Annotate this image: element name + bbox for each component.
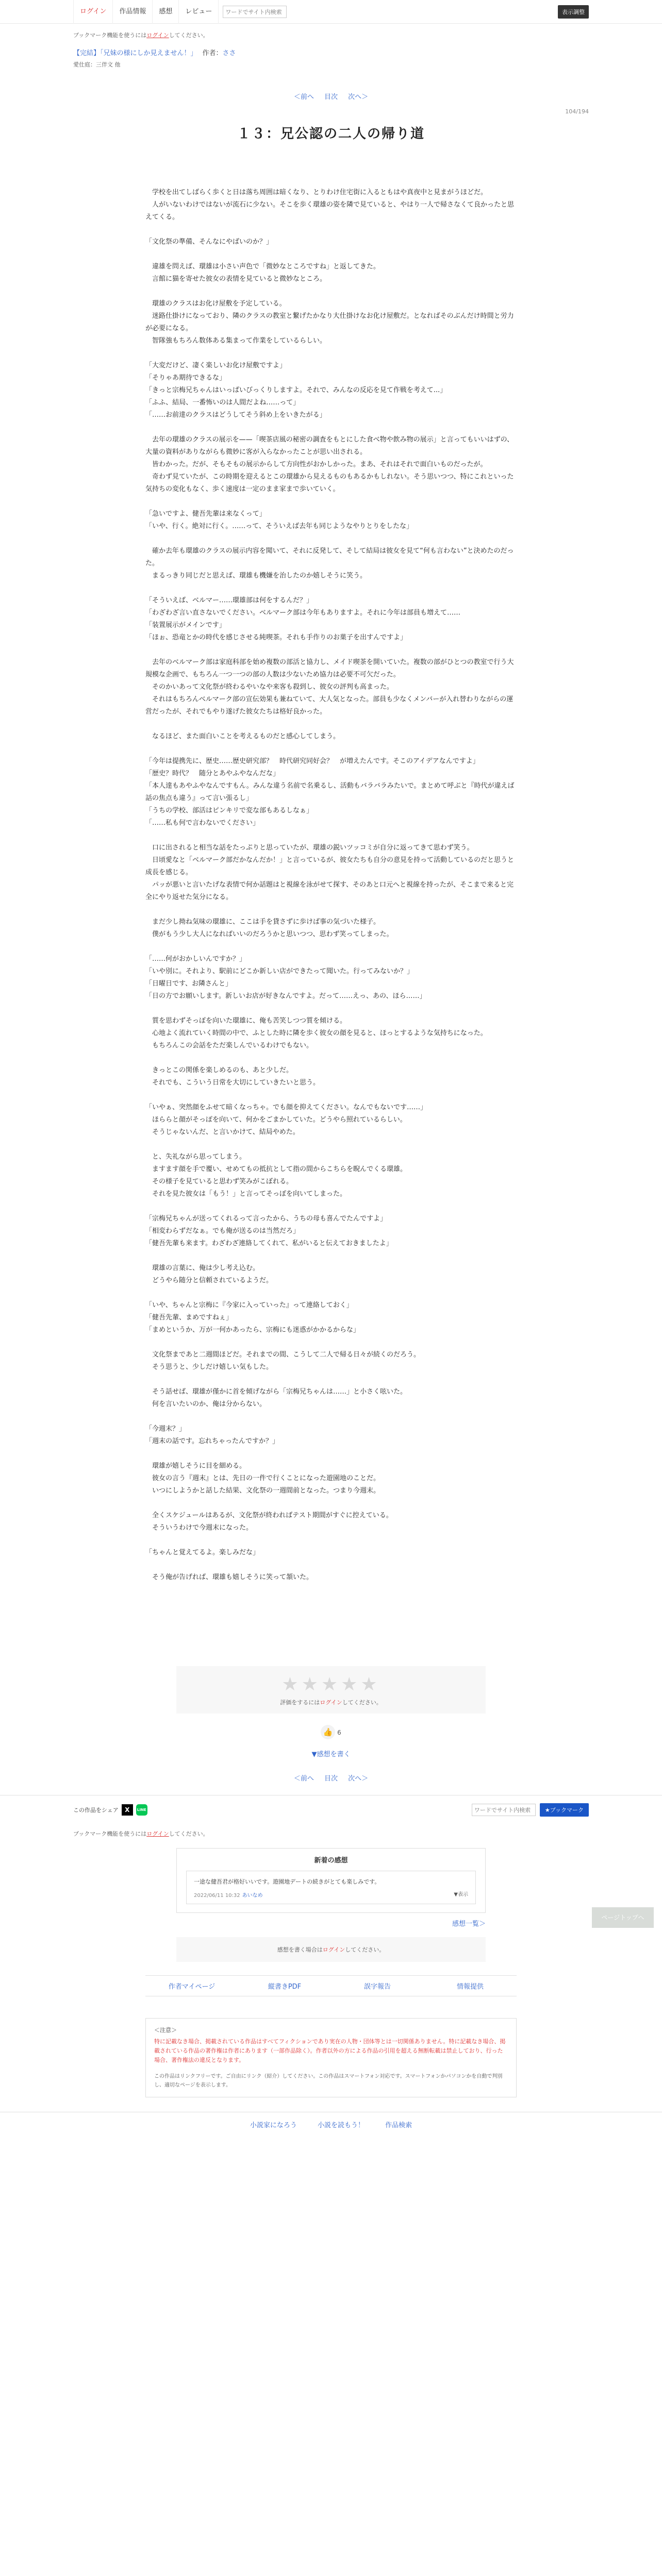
body-paragraph: 「日の方でお願いします。新しいお店が好きなんですよ。だって……えっ、あの、ほら……」: [145, 992, 426, 1000]
body-paragraph: いつにしようかと話した結果、文化祭の一週間前となった。つまり今週末。: [145, 1487, 380, 1495]
next-chapter-link-bottom[interactable]: 次へ＞: [348, 1775, 369, 1783]
impression-author-link[interactable]: あいなめ: [242, 1893, 263, 1899]
body-paragraph: [145, 1411, 517, 1423]
body-paragraph: 違雄を問えば、環雄は小さい声色で「微妙なところですね」と返してきた。: [145, 263, 380, 270]
rating-login-link[interactable]: ログイン: [320, 1699, 342, 1706]
body-paragraph: 「本人達もあやふやなんですもん。みんな違う名前で名乗るし、活動もバラバラみたいで。まとめて呼ぶと『時代が違えば話の焦点も違う』って言い張るし」: [145, 782, 515, 802]
body-paragraph: [145, 582, 517, 595]
body-paragraph: [145, 1287, 517, 1299]
impressions-list-link[interactable]: 感想一覧＞: [452, 1920, 486, 1928]
impression-meta: 2022/06/11 10:32 あいなめ: [194, 1893, 263, 1899]
body-paragraph: 皆わかった。だが、そもそもの展示からして方向性がおかしかった。まあ、それはそれで面白いものだったが。: [145, 461, 487, 468]
author-link[interactable]: ささ: [222, 49, 236, 57]
body-paragraph: 智隊強もちろん数体ある集まって作業をしているらしい。: [145, 337, 327, 345]
body-paragraph: 質を思わずそっぽを向いた環雄に、俺も苦笑しつつ質を傾ける。: [145, 1017, 347, 1025]
new-impressions: [176, 1848, 486, 1913]
body-paragraph: [145, 421, 517, 434]
global-header: [0, 0, 662, 24]
footer-yomou-link[interactable]: 小説を読もう！: [317, 2122, 365, 2129]
body-paragraph: 「宗梅兄ちゃんが送ってくれるって言ったから、うちの母も喜んでたんですよ」: [145, 1215, 387, 1223]
bookmark-note-bottom: ブックマーク機能を使うにはログインしてください。: [73, 1831, 209, 1837]
body-paragraph: [145, 1336, 517, 1349]
body-paragraph: 環雄の言葉に、俺は少し考え込む。: [145, 1264, 260, 1272]
body-paragraph: 「そりゃあ期待できるな」: [145, 374, 226, 382]
vertical-pdf-link[interactable]: 縦書きPDF: [268, 1983, 302, 1991]
body-paragraph: [145, 496, 517, 508]
display-settings-button[interactable]: 表示調整: [558, 5, 589, 19]
body-paragraph: そのかいあって文化祭が終わるやいなや来客も殺到し、彼女の評判も高まった。: [145, 683, 393, 691]
body-paragraph: 全くスケジュールはあるが、文化祭が終わればテスト期間がすぐに控えている。: [145, 1512, 393, 1519]
toc-link[interactable]: 目次: [324, 93, 338, 101]
body-paragraph: [145, 533, 517, 545]
site-search-input-bottom[interactable]: [472, 1804, 536, 1816]
new-impressions-heading: 新着の感想: [314, 1857, 348, 1865]
body-paragraph: [145, 347, 517, 360]
impressions-link[interactable]: 感想: [153, 0, 179, 24]
body-paragraph: 「いや、ちゃんと宗梅に『今家に入っていった』って連絡しておく」: [145, 1301, 353, 1309]
body-paragraph: 「週末の話です。忘れちゃったんですか？」: [145, 1437, 279, 1445]
body-paragraph: 「ふふ、結局、一番怖いのは人間だよね……って」: [145, 399, 300, 406]
body-paragraph: [145, 904, 517, 916]
bookmark-button[interactable]: ★ブックマーク: [540, 1803, 589, 1817]
body-paragraph: きっとこの関係を楽しめるのも、あと少しだ。: [145, 1066, 293, 1074]
body-paragraph: 「いやぁ、突然顔をふせて暗くなっちゃ。でも顔を抑えてください。なんでもないです……」: [145, 1104, 427, 1111]
review-link[interactable]: レビュー: [179, 0, 219, 24]
body-paragraph: 「健吾先輩も来ます。わざわざ連絡してくれて、私がいると伝えておきましたよ」: [145, 1240, 393, 1247]
info-report-link[interactable]: 情報提供: [456, 1983, 484, 1991]
body-paragraph: パッが悪いと言いたげな表情で何か話題はと視線を泳がせて探す、そのあと口元へと視線を持ったが、そこまで来ると完全にやり返せた気分になる。: [145, 881, 514, 901]
write-review-link[interactable]: ▼感想を書く: [311, 1751, 351, 1758]
body-paragraph: その様子を見ていると思わず笑みがこぼれる。: [145, 1178, 293, 1185]
body-paragraph: [145, 743, 517, 755]
body-paragraph: 「大変だけど、凄く楽しいお化け屋敷ですよ」: [145, 362, 287, 369]
body-paragraph: それを見た彼女は「もう！」と言ってそっぽを向いてしまった。: [145, 1190, 347, 1198]
review-login-link[interactable]: ログイン: [322, 1946, 345, 1953]
body-paragraph: [145, 1139, 517, 1151]
body-paragraph: [145, 1448, 517, 1460]
body-paragraph: 心地よく流れていく時間の中で、ふとした時に隣を歩く彼女の顔を見ると、ほっとするような気持ちになった。: [145, 1029, 487, 1037]
share-label: この作品をシェア: [73, 1807, 119, 1814]
impression-expand-button[interactable]: ▼表示: [454, 1892, 468, 1897]
body-paragraph: 「うちの学校、部活はピンキリで変な部もあるしなぁ」: [145, 807, 313, 815]
body-paragraph: [145, 1052, 517, 1064]
body-paragraph: [145, 248, 517, 261]
body-paragraph: と、失礼ながら思ってしまう。: [145, 1153, 246, 1161]
body-paragraph: 去年の環雄のクラスの展示を——「喫茶店風の秘密の調査をもとにした食べ物や飲み物の展示」と言ってもいいはずの、大量の資料がありながらも微妙に客が入らなかったことが思い出される。: [145, 436, 514, 456]
body-paragraph: 言館に猫を寄せた彼女の表情を見ていると微妙なところ。: [145, 275, 327, 283]
body-paragraph: それはもちろんベルマーク部の宣伝効果も兼ねていて、大人気となった。部員も少なくメンバーが入れ替わりながらの運営だったが、それでもやり遂げた彼女たちは格好良かった。: [145, 696, 514, 716]
body-paragraph: [145, 1497, 517, 1510]
body-paragraph: 「日曜日です、お隣さんと」: [145, 980, 232, 988]
reaction-count: 6: [337, 1729, 341, 1736]
next-chapter-link[interactable]: 次へ＞: [348, 93, 369, 101]
body-paragraph: それでも、こういう日常を大切にしていきたいと思う。: [145, 1079, 320, 1087]
body-paragraph: [145, 1559, 517, 1571]
prev-chapter-link[interactable]: ＜前へ: [293, 93, 314, 101]
body-paragraph: [145, 1200, 517, 1213]
body-paragraph: ほららと顔がそっぽを向いて、何かをごまかしていた。どうやら照れているらしい。: [145, 1116, 407, 1124]
body-paragraph: そう思うと、少しだけ嬉しい気もした。: [145, 1363, 273, 1371]
impression-body: 一途な健吾君が格好いいです。遊園地デートの続きがとても楽しみです。: [194, 1878, 380, 1885]
impression-card: [186, 1871, 476, 1904]
body-paragraph: そうじゃないんだ、と言いかけて、結局やめた。: [145, 1128, 300, 1136]
body-paragraph: 「急いですよ、健吾先輩は来なくって」: [145, 510, 266, 518]
body-paragraph: 「きっと宗梅兄ちゃんはいっぱいびっくりしますよ。それで、みんなの反応を見て作戦を考えて...」: [145, 386, 447, 394]
body-paragraph: 「ちゃんと覚えてるよ。楽しみだな」: [145, 1549, 260, 1556]
body-paragraph: まだ少し拗ね気味の環雄に、ここは手を貸さずに歩けば事の気づいた様子。: [145, 918, 380, 926]
novel-title-link[interactable]: 【完結】「兄妹の様にしか見えません！」: [73, 49, 197, 57]
body-paragraph: 僕がもう少し大人になればいいのだろうかと思いつつ、思わず笑ってしまった。: [145, 930, 393, 938]
body-paragraph: 「相変わらずだなぁ。でも俺が送るのは当然だろ」: [145, 1227, 300, 1235]
novel-series: 愛仕庭：三伴文 他: [73, 61, 121, 68]
body-paragraph: [145, 644, 517, 656]
footer-narou-link[interactable]: 小説家になろう: [250, 2122, 297, 2129]
body-paragraph: 確か去年も環雄のクラスの展示内容を聞いて、それに反発して、そして結局は彼女を見て“何も言わない”と決めたのだった。: [145, 547, 514, 567]
body-paragraph: [145, 1374, 517, 1386]
body-paragraph: [145, 718, 517, 731]
body-paragraph: 口に出されると相当な話をたっぷりと思っていたが、環雄の鋭いツッコミが自分に返ってきて思わず笑う。: [145, 844, 474, 852]
rating-note: 評価をするにはログインしてください。: [280, 1699, 382, 1706]
body-paragraph: ますます顔を手で覆い、せめてもの抵抗として指の間からこちらを睨んでくる環雄。: [145, 1165, 407, 1173]
chapter-body: [145, 187, 517, 1584]
notice-linkfree: この作品はリンクフリーです。ご自由にリンク（紹介）してください。この作品はスマートフォン対応です。スマートフォンかパソコンかを自動で判別し、適切なページを表示します。: [154, 2074, 503, 2088]
body-paragraph: 日頃愛なと「ベルマーク部だかなんだか！」と言っているが、彼女たちも自分の意見を持って活動しているのだと思うと成長を感じる。: [145, 856, 515, 876]
body-paragraph: 環雄が嬉しそうに目を細める。: [145, 1462, 246, 1470]
body-paragraph: 「いや別に。それより、駅前にどこか新しい店ができたって聞いた。行ってみないか？」: [145, 968, 414, 975]
author-label: 作者：: [202, 49, 223, 57]
body-paragraph: そう話せば、環雄が僅かに首を傾げながら「宗梅兄ちゃんは……」と小さく呟いた。: [145, 1388, 407, 1396]
body-paragraph: [145, 1003, 517, 1015]
body-paragraph: どうやら随分と信頼されているようだ。: [145, 1277, 273, 1284]
prev-chapter-link-bottom[interactable]: ＜前へ: [293, 1775, 314, 1783]
body-paragraph: 「わざわざ言い直さないでください。ベルマーク部は今年もありますよ。それに今年は部員も増えて……: [145, 609, 461, 617]
site-search-input[interactable]: [223, 6, 287, 18]
body-paragraph: 人がいないわけではないが流石に少ない。そこを歩く環雄の姿を隣で見ていると、やはり一人で帰さなくて良かったと思えてくる。: [145, 201, 515, 221]
footer-search-link[interactable]: 作品検索: [385, 2122, 412, 2129]
share-bar: [0, 1795, 662, 1824]
x-share-icon[interactable]: X: [122, 1804, 133, 1816]
body-paragraph: 「ほぉ、恐竜とかの時代を感じさせる純喫茶。それも手作りのお菓子を出すんですよ」: [145, 634, 407, 641]
body-paragraph: 「健吾先輩、まめですねぇ」: [145, 1314, 233, 1321]
body-paragraph: 「……何がおかしいんですか？」: [145, 955, 246, 963]
body-paragraph: もちろんこの会話をただ楽しんでいるわけでもない。: [145, 1042, 313, 1049]
site-footer: [0, 2112, 662, 2137]
body-paragraph: 学校を出てしばらく歩くと日は落ち周囲は暗くなり、とりわけ住宅街に入るともはや真夜中と見まがうほどだ。: [145, 189, 488, 196]
body-paragraph: 何を言いたいのか、俺は分からない。: [145, 1400, 267, 1408]
body-paragraph: 環雄のクラスはお化け屋敷を予定している。: [145, 300, 286, 308]
rating-box: [176, 1666, 486, 1714]
body-paragraph: 「今年は提携先に、歴史……歴史研究部？ 時代研究同好会？ が増えたんです。そこのアイデアなんですよ」: [145, 757, 479, 765]
thumbs-up-icon[interactable]: 👍: [321, 1725, 335, 1739]
body-paragraph: 「そういえば、ベルマー……環雄部は何をするんだ？」: [145, 597, 313, 604]
review-login-box: 感想を書く場合はログインしてください。: [176, 1937, 486, 1962]
body-paragraph: 「装置展示がメインです」: [145, 621, 226, 629]
notice-box: [145, 2018, 517, 2097]
body-paragraph: 「文化祭の準備、そんなにやばいのか？」: [145, 238, 273, 246]
body-paragraph: 「歴史？時代？ 随分とあやふやなんだな」: [145, 770, 280, 777]
novel-header: [73, 47, 589, 69]
body-paragraph: [145, 1534, 517, 1547]
login-link[interactable]: ログイン: [73, 0, 113, 24]
author-links: [145, 1975, 517, 1996]
body-paragraph: 「まめというか、万が一何かあったら、宗梅にも迷惑がかかるからな」: [145, 1326, 360, 1334]
body-paragraph: 文化祭まであと二週間ほどだ。それまでの間、こうして二人で帰る日々が続くのだろう。: [145, 1351, 421, 1359]
bookmark-note: ブックマーク機能を使うにはログインしてください。: [73, 32, 209, 39]
body-paragraph: [145, 941, 517, 953]
body-paragraph: なるほど、また面白いことを考えるものだと感心してしまう。: [145, 733, 340, 740]
body-paragraph: 「今週末？」: [145, 1425, 186, 1433]
bookmark-login-link-bottom[interactable]: ログイン: [146, 1831, 169, 1837]
bookmark-login-link[interactable]: ログイン: [146, 32, 169, 39]
body-paragraph: 奇わず見ていたが、この時期を迎えるとこの環雄から見えるものもあるかもしれない。そう思いつつ、特にこれといった気持ちの変化もなく、歩く速度は一定のまま家まで歩いていく。: [145, 473, 514, 493]
body-paragraph: [145, 1250, 517, 1262]
notice-copyright: 特に記載なき場合、掲載されている作品はすべてフィクションであり実在の人物・団体等とは一切関係ありません。特に記載なき場合、掲載されている作品の著作権は作者にあります（一部作品除く）。作者以外の方による作品の引用を超える無断転載は禁止しており、行った場合、著作権法の違反となります。: [154, 2038, 506, 2063]
body-paragraph: 「……私も何で言わないでください」: [145, 819, 260, 827]
body-paragraph: そう俺が告げれば、環雄も嬉しそうに笑って頷いた。: [145, 1573, 313, 1581]
body-paragraph: [145, 829, 517, 842]
body-paragraph: 去年のベルマーク部は家庭科部を始め複数の部活と協力し、メイド喫茶を開いていた。複数の部がひとつの教室で行う大規模な企画で、もちろん一つ一つの部の人数は少ないため協力は必要不可欠だった。: [145, 658, 514, 679]
chapter-counter: 104/194: [565, 108, 589, 115]
body-paragraph: 「いや、行く。絶対に行く。……って、そういえば去年も同じようなやりとりをしたな」: [145, 522, 413, 530]
chapter-pager-bottom: [0, 1773, 662, 1783]
typo-report-link[interactable]: 誤字報告: [363, 1983, 391, 1991]
body-paragraph: そういうわけで今週末になった。: [145, 1524, 253, 1532]
notice-title: ＜注意＞: [154, 2027, 177, 2033]
body-paragraph: [145, 285, 517, 298]
chapter-title: １３：兄公認の二人の帰り道: [237, 126, 425, 142]
body-paragraph: [145, 1089, 517, 1101]
header-nav: [73, 0, 219, 24]
body-paragraph: [145, 224, 517, 236]
body-paragraph: 迷路仕掛けになっており、隣のクラスの教室と繋げたかなり大仕掛けなお化け屋敷だ。となればそのぶんだけ時間と労力が必要になる。: [145, 312, 514, 332]
toc-link-bottom[interactable]: 目次: [324, 1775, 338, 1783]
body-paragraph: 「……お前達のクラスはどうしてそう斜め上をいきたがる」: [145, 411, 326, 419]
author-mypage-link[interactable]: 作者マイページ: [168, 1983, 216, 1991]
line-share-icon[interactable]: LINE: [136, 1804, 147, 1816]
body-paragraph: 彼女の言う『週末』とは、先日の一件で行くことになった遊園地のことだ。: [145, 1475, 380, 1482]
reaction: [176, 1725, 486, 1739]
chapter-pager-top: [0, 91, 662, 101]
page-top-button[interactable]: ページトップへ: [592, 1907, 654, 1928]
novel-info-link[interactable]: 作品情報: [113, 0, 153, 24]
rating-stars[interactable]: ★★★★★: [282, 1674, 380, 1695]
body-paragraph: まるっきり同じだと思えば、環雄も機嫌を治したのか嬉しそうに笑う。: [145, 572, 367, 580]
